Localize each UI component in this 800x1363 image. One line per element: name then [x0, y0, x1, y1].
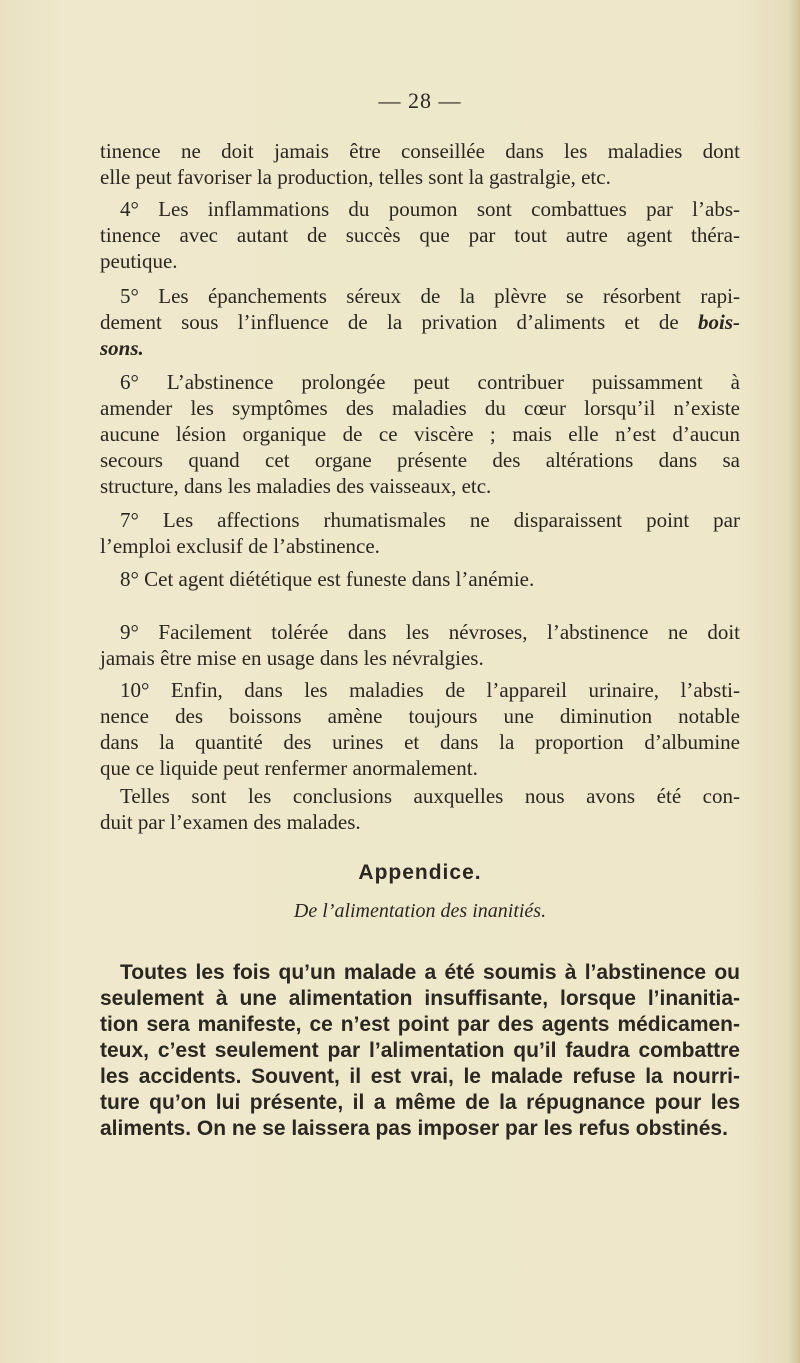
- paragraph: [100, 369, 740, 499]
- text-line: secours quand cet organe présente des altérations dans sa: [100, 448, 740, 472]
- text-line: jamais être mise en usage dans les névralgies.: [100, 646, 484, 670]
- text-line: structure, dans les maladies des vaisseaux, etc.: [100, 474, 492, 498]
- text-line: 5° Les épanchements séreux de la plèvre se résorbent rapi-: [120, 284, 740, 308]
- paragraph: [100, 283, 740, 361]
- text-line: seulement à une alimentation insuffisante, lorsque l’inanitia-: [100, 987, 740, 1010]
- page-number: — 28 —: [378, 88, 462, 113]
- text-line: amender les symptômes des maladies du cœur lorsqu’il n’existe: [100, 396, 740, 420]
- italic-word: sons.: [100, 336, 144, 360]
- appendix-heading: Appendice.: [358, 861, 482, 884]
- text-line: peutique.: [100, 249, 178, 273]
- text-segment: dement sous l’influence de la privation d’aliments et de: [100, 310, 679, 334]
- text-line: ture qu’on lui présente, il a même de la répugnance pour les: [100, 1091, 740, 1114]
- text-line: elle peut favoriser la production, telles sont la gastralgie, etc.: [100, 165, 611, 189]
- text-line: Telles sont les conclusions auxquelles nous avons été con-: [120, 784, 740, 808]
- page-edge-shadow: [788, 0, 800, 1363]
- paragraph: [100, 138, 740, 190]
- paragraph: [100, 677, 740, 781]
- text-line: Toutes les fois qu’un malade a été soumis à l’abstinence ou: [120, 961, 740, 984]
- text-line: 10° Enfin, dans les maladies de l’appareil urinaire, l’absti-: [120, 678, 740, 702]
- appendix-paragraph: [100, 960, 740, 1142]
- text-line: tinence avec autant de succès que par tout autre agent théra-: [100, 223, 740, 247]
- text-line: aucune lésion organique de ce viscère ; mais elle n’est d’aucun: [100, 422, 740, 446]
- text-line: teux, c’est seulement par l’alimentation qu’il faudra combattre: [100, 1039, 740, 1062]
- text-line: 6° L’abstinence prolongée peut contribuer puissamment à: [120, 370, 740, 394]
- paragraph: [100, 619, 740, 671]
- text-line: les accidents. Souvent, il est vrai, le malade refuse la nourri-: [100, 1065, 740, 1088]
- text-line: dans la quantité des urines et dans la proportion d’albumine: [100, 730, 740, 754]
- text-line: [100, 309, 740, 335]
- appendix-subtitle: De l’alimentation des inanitiés.: [293, 900, 547, 922]
- text-line: tion sera manifeste, ce n’est point par des agents médicamen-: [100, 1013, 740, 1036]
- text-line: 9° Facilement tolérée dans les névroses, l’abstinence ne doit: [120, 620, 740, 644]
- text-line: [100, 335, 740, 361]
- text-line: nence des boissons amène toujours une diminution notable: [100, 704, 740, 728]
- text-line: duit par l’examen des malades.: [100, 810, 361, 834]
- text-line: l’emploi exclusif de l’abstinence.: [100, 534, 380, 558]
- italic-word: bois-: [698, 310, 740, 334]
- text-line: 4° Les inflammations du poumon sont combattues par l’abs-: [120, 197, 740, 221]
- paragraph: [100, 566, 740, 592]
- text-line: tinence ne doit jamais être conseillée dans les maladies dont: [100, 139, 740, 163]
- paragraph: [100, 196, 740, 274]
- paragraph: [100, 507, 740, 559]
- text-line: aliments. On ne se laissera pas imposer par les refus obstinés.: [100, 1117, 728, 1140]
- text-line: 7° Les affections rhumatismales ne disparaissent point par: [120, 508, 740, 532]
- text-line: que ce liquide peut renfermer anormalement.: [100, 756, 478, 780]
- paragraph: [100, 783, 740, 835]
- text-line: 8° Cet agent diététique est funeste dans l’anémie.: [120, 567, 535, 591]
